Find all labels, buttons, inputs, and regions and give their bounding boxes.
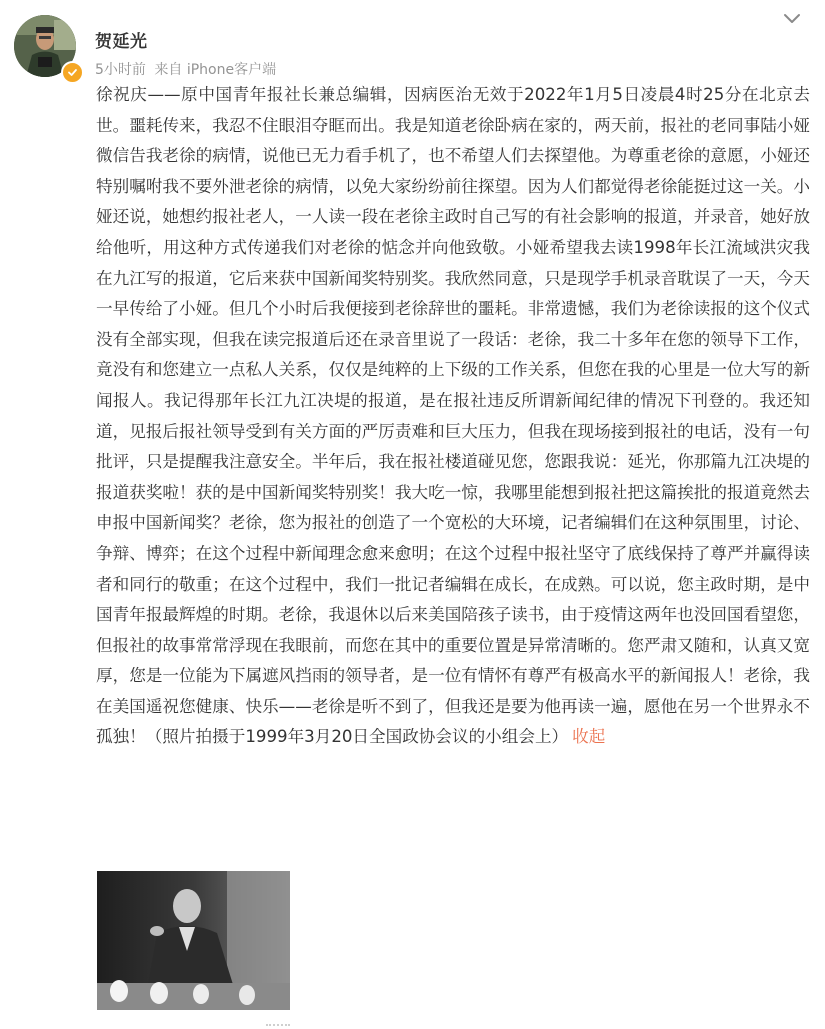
collapse-link[interactable]: 收起 [572, 727, 606, 747]
post-meta [95, 59, 280, 79]
post-photo[interactable] [97, 871, 290, 1010]
divider [266, 1024, 290, 1029]
post-source: 来自 iPhone客户端 [154, 62, 277, 78]
post-time[interactable]: 5小时前 [95, 62, 146, 78]
post-menu-button[interactable] [778, 8, 806, 30]
post-text: 徐祝庆——原中国青年报社长兼总编辑，因病医治无效于2022年1月5日凌晨4时25分在北京去世。噩耗传来，我忍不住眼泪夺眶而出。我是知道老徐卧病在家的，两天前，报社的老同事陆小娅微信告我老徐的病情，说他已无力看手机了，也不希望人们去探望他。为尊重老徐的意愿，小娅还特别嘱咐我不要外泄老徐的病情，以免大家纷纷前往探望。因为人们都觉得老徐能挺过这一关。小娅还说，她想约报社老人，一人读一段在老徐主政时自己写的有社会影响的报道，并录音，她好放给他听，用这种方式传递我们对老徐的惦念并向他致敬。小娅希望我去读1998年长江流域洪灾我在九江写的报道，它后来获中国新闻奖特别奖。我欣然同意，只是现学手机录音耽误了一天，今天一早传给了小娅。但几个小时后我便接到老徐辞世的噩耗。非常遗憾，我们为老徐读报的这个仪式没有全部实现，但我在读完报道后还在录音里说了一段话：老徐，我二十多年在您的领导下工作，竟没有和您建立一点私人关系，仅仅是纯粹的上下级的工作关系，但您在我的心里是一位大写的新闻报人。我记得那年长江九江决堤的报道，是在报社违反所谓新闻纪律的情况下刊登的。我还知道，见报后报社领导受到有关方面的严厉责难和巨大压力，但我在现场接到报社的电话，没有一句批评，只是提醒我注意安全。半年后，我在报社楼道碰见您，您跟我说：延光，你那篇九江决堤的报道获奖啦！获的是中国新闻奖特别奖！我大吃一惊，我哪里能想到报社把这篇挨批的报道竟然去申报中国新闻奖？老徐，您为报社的创造了一个宽松的大环境，记者编辑们在这种氛围里，讨论、争辩、博弈；在这个过程中新闻理念愈来愈明；在这个过程中报社坚守了底线保持了尊严并赢得读者和同行的敬重；在这个过程中，我们一批记者编辑在成长，在成熟。可以说，您主政时期，是中国青年报最辉煌的时期。老徐，我退休以后来美国陪孩子读书，由于疫情这两年也没回国看望您，但报社的故事常常浮现在我眼前，而您在其中的重要位置是异常清晰的。您严肃又随和，认真又宽厚，您是一位能为下属遮风挡雨的领导者，是一位有情怀有尊严有极高水平的新闻报人！老徐，我在美国遥祝您健康、快乐——老徐是听不到了，但我还是要为他再读一遍，愿他在另一个世界永不孤独！（照片拍摄于1999年3月20日全国政协会议的小组会上） [96, 85, 810, 747]
photo-image [97, 871, 290, 1010]
post-content [96, 80, 810, 753]
chevron-down-icon [783, 13, 801, 25]
verified-badge-icon [61, 61, 84, 84]
author-name[interactable]: 贺延光 [95, 32, 148, 52]
